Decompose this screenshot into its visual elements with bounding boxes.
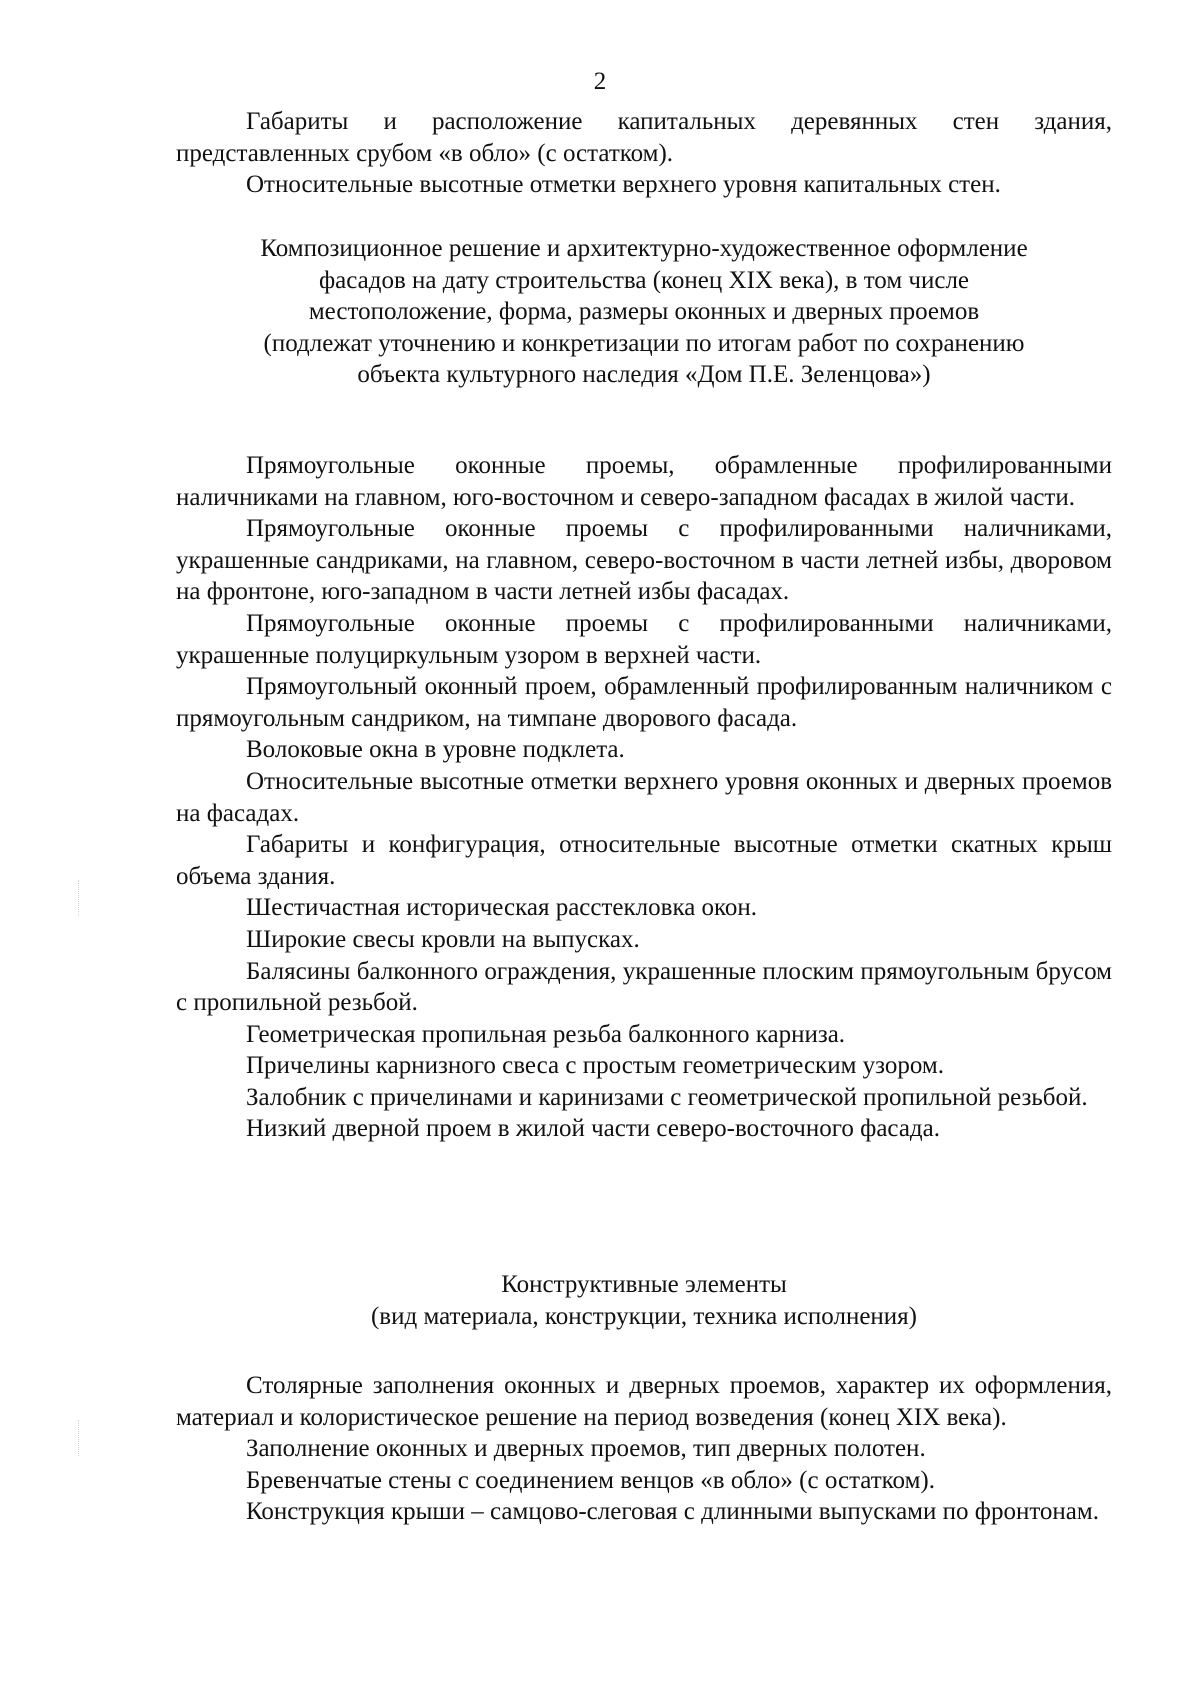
heading-line: местоположение, форма, размеры оконных и дверных проемов (308, 298, 980, 326)
paragraph: Прямоугольные оконные проемы с профилированными наличниками, украшенные полуциркульным узором в верхней части. (176, 609, 1112, 669)
paragraph: Прямоугольные оконные проемы с профилированными наличниками, украшенные сандриками, на главном, северо-восточном в части летней избы, дворовом на фронтоне, юго-западном в части летней избы фасадах. (176, 515, 1112, 606)
scan-margin-mark (78, 880, 83, 916)
heading-line: Конструктивные элементы (501, 1271, 787, 1298)
paragraph: Широкие свесы кровли на выпусках. (246, 925, 640, 953)
paragraph: Балясины балконного ограждения, украшенные плоским прямоугольным брусом с пропильной резьбой. (176, 957, 1112, 1017)
paragraph: Залобник с причелинами и каринизами с геометрической пропильной резьбой. (246, 1083, 1088, 1111)
paragraph: Волоковые окна в уровне подклета. (246, 736, 625, 764)
heading-line: (вид материала, конструкции, техника исполнения) (370, 1302, 918, 1330)
paragraph: Прямоугольный оконный проем, обрамленный профилированным наличником с прямоугольным сандриком, на тимпане дворового фасада. (176, 673, 1112, 732)
section-body-architecture (176, 450, 1112, 1145)
paragraph: Бревенчатые стены с соединением венцов «в обло» (с остатком). (246, 1466, 935, 1494)
intro-block (176, 106, 1112, 201)
paragraph: Конструкция крыши – самцово-слеговая с длинными выпусками по фронтонам. (246, 1498, 1099, 1526)
paragraph: Прямоугольные оконные проемы, обрамленные профилированными наличниками на главном, юго-восточном и северо-западном фасадах в жилой части. (176, 452, 1112, 511)
paragraph: Низкий дверной проем в жилой части северо-восточного фасада. (246, 1115, 940, 1143)
paragraph: Шестичастная историческая расстекловка окон. (246, 894, 758, 922)
paragraph: Габариты и конфигурация, относительные высотные отметки скатных крыш объема здания. (176, 831, 1112, 890)
paragraph: Габариты и расположение капитальных деревянных стен здания, представленных срубом «в обло» (с остатком). (176, 108, 1112, 167)
paragraph: Геометрическая пропильная резьба балконного карниза. (246, 1020, 846, 1048)
heading-line: Композиционное решение и архитектурно-художественное оформление (260, 235, 1028, 262)
paragraph: Относительные высотные отметки верхнего уровня оконных и дверных проемов на фасадах. (176, 767, 1112, 827)
heading-line: (подлежат уточнению и конкретизации по итогам работ по сохранению (263, 329, 1025, 357)
section-heading-architecture (176, 233, 1112, 391)
section-heading-construction (176, 1269, 1112, 1332)
paragraph: Заполнение оконных и дверных проемов, тип дверных полотен. (246, 1435, 926, 1463)
page-number: 2 (593, 68, 607, 95)
paragraph: Столярные заполнения оконных и дверных проемов, характер их оформления, материал и колористическое решение на период возведения (конец XIX века). (176, 1372, 1112, 1431)
paragraph: Причелины карнизного свеса с простым геометрическим узором. (246, 1052, 944, 1080)
scan-margin-mark (78, 1420, 83, 1456)
paragraph: Относительные высотные отметки верхнего уровня капитальных стен. (246, 171, 1001, 199)
heading-line: объекта культурного наследия «Дом П.Е. Зеленцова») (357, 361, 931, 389)
section-body-construction (176, 1370, 1112, 1528)
heading-line: фасадов на дату строительства (конец XIX века), в том числе (318, 266, 970, 294)
